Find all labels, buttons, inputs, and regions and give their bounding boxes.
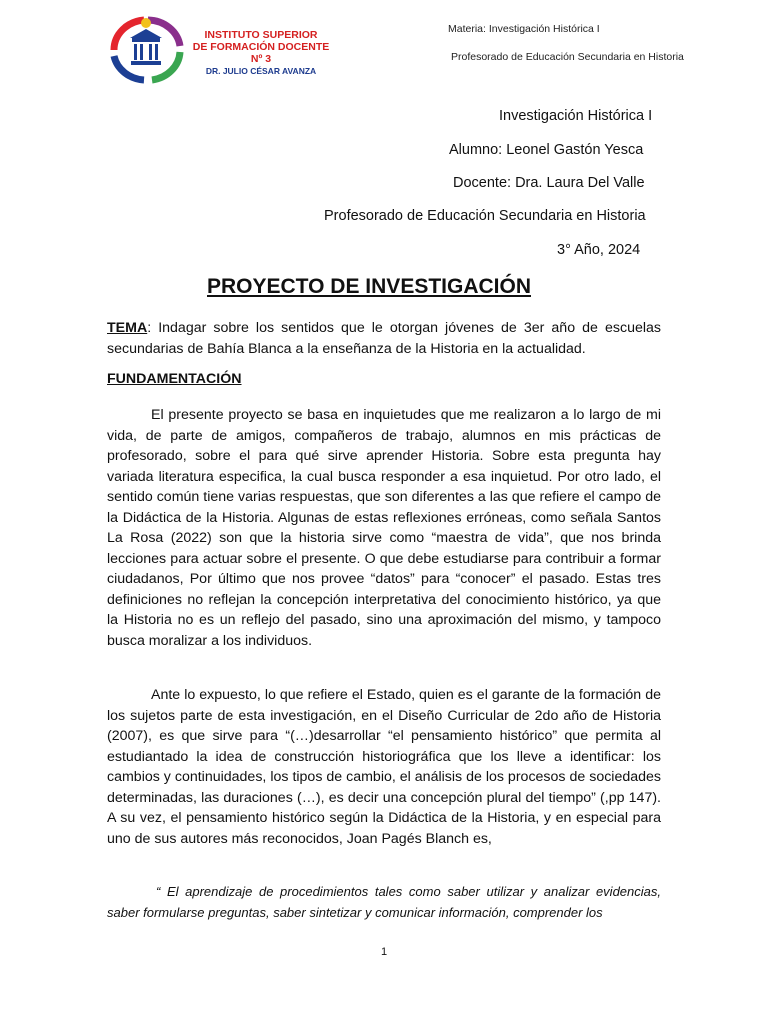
header-materia: Materia: Investigación Histórica I	[448, 23, 600, 35]
logo-text	[192, 29, 330, 77]
logo-line-1: INSTITUTO SUPERIOR	[204, 29, 318, 41]
tema-label: TEMA	[107, 320, 148, 336]
document-title: PROYECTO DE INVESTIGACIÓN	[207, 275, 531, 298]
tema-text: : Indagar sobre los sentidos que le otorgan jóvenes de 3er año de escuelas secundarias de Bahía Blanca a la enseñanza de la Historia en la actualidad.	[107, 320, 661, 357]
pages-blanch-quote: “ El aprendizaje de procedimientos tales como saber utilizar y analizar evidencias, saber formularse preguntas, saber sintetizar y comunicar información, comprender los	[107, 884, 661, 920]
header-profesorado: Profesorado de Educación Secundaria en Historia	[451, 51, 684, 63]
fundamentacion-heading: FUNDAMENTACIÓN	[107, 371, 242, 387]
info-teacher: Docente: Dra. Laura Del Valle	[453, 175, 645, 191]
logo-line-3: DR. JULIO CÉSAR AVANZA	[205, 66, 317, 76]
info-student: Alumno: Leonel Gastón Yesca	[449, 142, 644, 158]
logo-line-2: DE FORMACIÓN DOCENTE Nº 3	[192, 41, 330, 65]
fundamentacion-paragraph-1: El presente proyecto se basa en inquietudes que me realizaron a lo largo de mi vida, de parte de amigos, compañeros de trabajo, alumnos en mis prácticas de profesorado, sobre el para qué sirve aprender Historia. Sobre esta pregunta hay variada literatura especifica, la cual busca responder a esa inquietud. Por otro lado, el sentido común tiene varias respuestas, que son diferentes a las que refiere el campo de la Didáctica de la Historia. Algunas de estas reflexiones erróneas, como señala Santos La Rosa (2022) son que la historia sirve como “maestra de vida”, que nos brinda lecciones para actuar sobre el presente. O que debe estudiarse para contribuir a formar ciudadanos, Por último que nos provee “datos” para “conocer” el pasado. Estas tres definiciones no reflejan la concepción interpretativa del conocimiento histórico, ya que la Historia no es un reflejo del pasado, sino una aproximación del mismo, y tampoco busca moralizar a los individuos.	[107, 407, 661, 649]
info-year: 3° Año, 2024	[557, 242, 641, 258]
tema-paragraph	[107, 318, 661, 359]
institute-emblem-icon	[104, 16, 190, 84]
page-number: 1	[380, 946, 388, 958]
fundamentacion-paragraph-2: Ante lo expuesto, lo que refiere el Estado, quien es el garante de la formación de los sujetos parte de esta investigación, en el Diseño Curricular de 2do año de Historia (2007), es que sirve para “(…)desarrollar “el pensamiento histórico” que permita al estudiantado la idea de construcción historiográfica que los lleve a identificar: los cambios y continuidades, los tipos de cambio, el análisis de los procesos de sociedades determinadas, las duraciones (…), es decir una concepción plural del tiempo” (,pp 147). A su vez, el pensamiento histórico según la Didáctica de la Historia, y en especial para uno de sus autores más reconocidos, Joan Pagés Blanch es,	[107, 687, 661, 847]
info-program: Profesorado de Educación Secundaria en Historia	[324, 208, 646, 224]
institute-logo	[104, 16, 330, 84]
info-course: Investigación Histórica I	[499, 108, 653, 124]
